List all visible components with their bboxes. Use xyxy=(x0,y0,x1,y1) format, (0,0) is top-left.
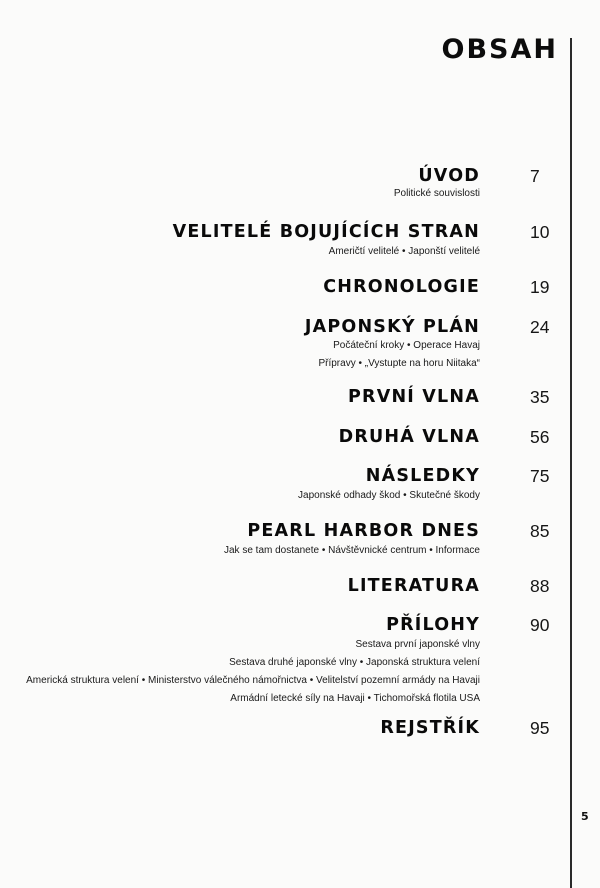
toc-heading[interactable]: REJSTŘÍK xyxy=(380,718,480,738)
toc-page-number: 19 xyxy=(530,277,550,297)
page-title: OBSAH xyxy=(441,34,558,65)
toc-heading[interactable]: PŘÍLOHY xyxy=(386,615,480,635)
page-edge-line xyxy=(570,38,572,888)
page-number: 5 xyxy=(581,810,589,823)
toc-page-number: 24 xyxy=(530,317,550,337)
toc-heading[interactable]: PEARL HARBOR DNES xyxy=(247,521,480,541)
toc-page-number: 10 xyxy=(530,222,550,242)
toc-page-number: 56 xyxy=(530,427,550,447)
toc-subitems: Armádní letecké síly na Havaji • Tichomořská flotila USA xyxy=(230,693,480,704)
toc-page-number: 88 xyxy=(530,576,550,596)
toc-heading[interactable]: LITERATURA xyxy=(347,576,480,596)
toc-subitems: Počáteční kroky • Operace Havaj xyxy=(333,340,480,351)
toc-subitems: Politické souvislosti xyxy=(393,188,480,199)
toc-subitems: Jak se tam dostanete • Návštěvnické centrum • Informace xyxy=(223,545,480,556)
toc-subitems: Přípravy • „Vystupte na horu Niitaka“ xyxy=(318,358,480,369)
toc-heading[interactable]: VELITELÉ BOJUJÍCÍCH STRAN xyxy=(172,222,480,242)
toc-subitems: Američtí velitelé • Japonští velitelé xyxy=(328,246,480,257)
toc-heading[interactable]: ÚVOD xyxy=(418,166,480,186)
toc-subitems: Japonské odhady škod • Skutečné škody xyxy=(298,490,480,501)
toc-heading[interactable]: NÁSLEDKY xyxy=(365,466,480,486)
toc-subitems: Americká struktura velení • Ministerstvo válečného námořnictva • Velitelství pozemní armády na Havaji xyxy=(26,675,480,686)
toc-heading[interactable]: DRUHÁ VLNA xyxy=(338,427,480,447)
toc-heading[interactable]: CHRONOLOGIE xyxy=(323,277,480,297)
toc-page-number: 85 xyxy=(530,521,550,541)
toc-page-number: 35 xyxy=(530,387,550,407)
toc-page-number: 75 xyxy=(530,466,550,486)
toc-subitems: Sestava druhé japonské vlny • Japonská struktura velení xyxy=(229,657,480,668)
toc-page-number: 7 xyxy=(530,166,540,186)
toc-page-number: 95 xyxy=(530,718,550,738)
toc-subitems: Sestava první japonské vlny xyxy=(355,639,480,650)
toc-page-number: 90 xyxy=(530,615,550,635)
toc-heading[interactable]: JAPONSKÝ PLÁN xyxy=(304,317,480,337)
toc-heading[interactable]: PRVNÍ VLNA xyxy=(348,387,480,407)
